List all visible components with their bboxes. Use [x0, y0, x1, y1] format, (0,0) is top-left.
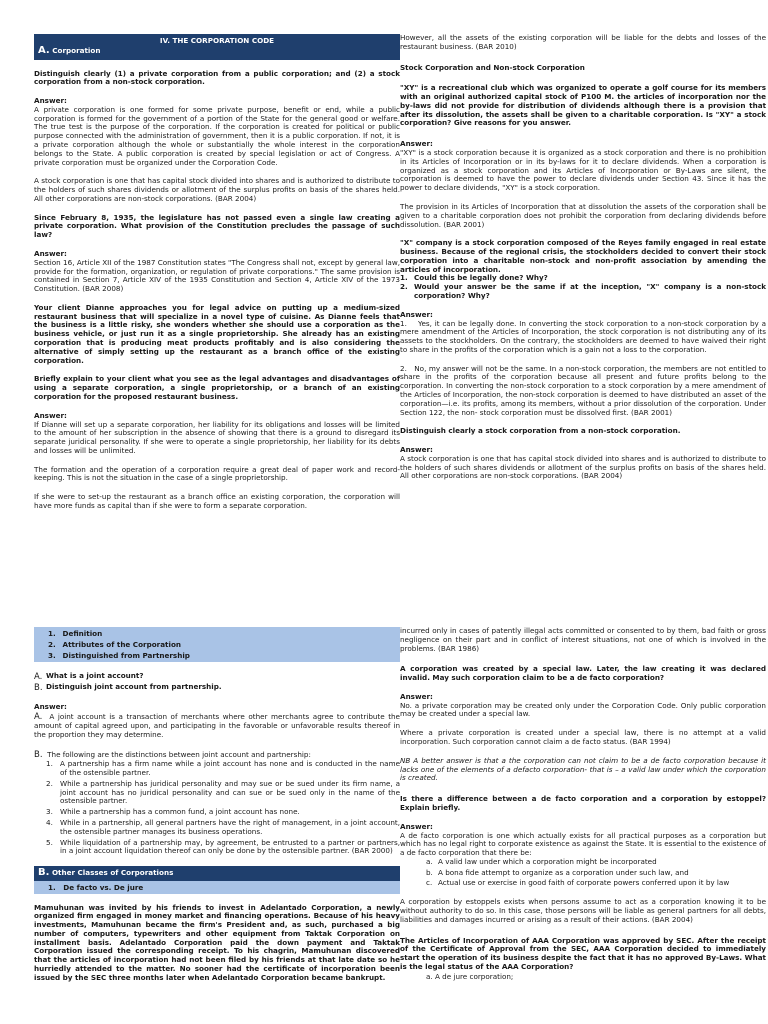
question-text: Your client Dianne approaches you for legal advice on putting up a medium-sized restaurant business that will specialize in a novel type of cuisine. As Dianne feels that the business is a little risky, she wonders whether she should use a corporation as the business vehicle, or just run it as a single proprietorship. She already has an existing corporation that is producing meat products profitably and is also considering the alternative of simply setting up the restaurant as a branch office of the existing corporation.	[34, 302, 400, 365]
list-text: Would your answer be the same if at the inception, "X" company is a non-stock corporation? Why?	[414, 282, 766, 300]
list-text: A bona fide attempt to organize as a corporation under such law, and	[438, 867, 689, 877]
subsection-title: Other Classes of Corporations	[51, 868, 174, 878]
outline-text: Attributes of the Corporation	[62, 640, 181, 650]
answer-text: A corporation by estoppels exists when persons assume to act as a corporation knowing it to be without authority to do so. In this case, those persons will be liable as general partners for all debts, liabilities and damages incurred or arising as a result of their actions. (BAR 2004)	[400, 897, 766, 924]
answer-letter: A.	[34, 711, 43, 722]
answer-text	[400, 320, 766, 355]
answer-body: A joint account is a transaction of merchants where other merchants agree to contribute the amount of capital agreed upon, and participating in the favorable or unfavorable results thereof in the proportion they may determine.	[34, 711, 400, 740]
subsection-title: Corporation	[52, 46, 101, 55]
distinction-list	[34, 760, 400, 856]
cut-off-list-item: a. A de jure corporation;	[426, 971, 514, 981]
answer-text	[400, 365, 766, 418]
answer-text	[34, 712, 400, 740]
answer-label: Answer:	[34, 410, 67, 420]
list-item	[46, 808, 400, 817]
list-number: 5.	[46, 837, 53, 847]
list-letter: c.	[426, 878, 433, 888]
answer-text: A private corporation is one formed for some private purpose, benefit or end, while a public corporation is formed for the government of a portion of the State for the general good or welfare. The true test is the purpose of the corporation. If the corporation is created for political or public purpose connected with the administration of government, then it is a public corporation. If not, it is a private corporation although the whole or substantially the whole interest in the corporation belongs to the State. A public corporation is created by special legislation or act of Congress. A private corporation must be organized under the Corporation Code.	[34, 104, 400, 167]
list-number: 2.	[400, 282, 408, 292]
answer-label: Answer:	[400, 309, 433, 319]
answer-body: The following are the distinctions between joint account and partnership:	[47, 749, 311, 759]
section-title: THE CORPORATION CODE	[172, 36, 275, 45]
list-item	[46, 780, 400, 806]
topic-outline-bar	[34, 627, 400, 662]
outline-item	[48, 650, 396, 661]
list-number: 1.	[46, 759, 53, 769]
list-number: 3.	[46, 807, 53, 817]
subsection-number: 1.	[48, 882, 56, 892]
note-text: NB A better answer is that a the corporation can not claim to be a de facto corporation because it lacks one of the elements of a defacto corporation- that is – a valid law under which the corporation is created.	[400, 755, 766, 783]
answer-body: No, my answer will not be the same. In a non-stock corporation, the members are not entitled to share in the profits of the corporation because all present and future profits belong to the corporation. In converting the non-stock corporation to a stock corporation by a mere amendment of the Articles of Incorporation, the non-stock corporation is deemed to have distributed an asset of the corporation—i.e. its profits, among its members, without a prior dissolution of the corporation. Under Section 122, the non- stock corporation must be dissolved first. (BAR 2001)	[400, 363, 766, 417]
subsection-bar-defacto	[34, 881, 400, 894]
answer-label: Answer:	[34, 249, 67, 258]
question-text: A corporation was created by a special law. Later, the law creating it was declared invalid. May such corporation claim to be a de facto corporation?	[400, 664, 766, 683]
answer-text: incurred only in cases of patently illegal acts committed or consented to by them, bad faith or gross negligence on their part and in conflict of interest situations, not one of which is involved in the problems. (BAR 1986)	[400, 626, 766, 653]
outline-number: 2.	[48, 640, 56, 650]
list-item	[46, 819, 400, 837]
outline-number: 3.	[48, 651, 56, 661]
subsection-title: De facto vs. De jure	[63, 882, 144, 892]
subsection-letter: A.	[38, 45, 50, 56]
outline-text: Distinguished from Partnership	[62, 651, 190, 661]
list-item	[426, 858, 766, 867]
section-header-other-classes	[34, 866, 400, 881]
section-header-corporation-code	[34, 34, 400, 60]
answer-text: The formation and the operation of a corporation require a great deal of paper work and record-keeping. This is not the situation in the case of a single proprietorship.	[34, 464, 400, 483]
question-text: Mamuhunan was invited by his friends to invest in Adelantado Corporation, a newly organized firm engaged in money market and financing operations. Because of his heavy investments, Mamuhunan became the firm's President and, as such, purchased a big number of computers, typewriters and other equipment from Taktak Corporation on installment basis. Adelantado Corporation paid the down payment and Taktak Corporation issued the corresponding receipt. To his chagrin, Mamuhunan discovered that the articles of incorporation had not been filed by his friends at that late date so he hurriedly attended to the matter. No sooner had the certificate of incorporation been issued by the SEC three months later when Adelantado Corporation became bankrupt.	[34, 902, 400, 982]
list-text: While a partnership has a common fund, a joint account has none.	[60, 807, 300, 817]
bottom-right-column	[400, 627, 766, 981]
list-text: Could this be legally done? Why?	[414, 273, 548, 283]
list-letter: B.	[34, 682, 43, 693]
list-item	[400, 283, 766, 301]
answer-label: Answer:	[34, 96, 67, 106]
bottom-left-column	[34, 627, 400, 983]
top-right-column	[400, 34, 766, 481]
answer-text: No. a private corporation may be created only under the Corporation Code. Only public corporation may be created under a special law.	[400, 700, 766, 719]
list-text: Actual use or exercise in good faith of corporate powers conferred upon it by law	[438, 878, 730, 888]
list-item	[426, 879, 766, 888]
answer-text: A stock corporation is one that has capital stock divided into shares and is authorized to distribute to the holders of such shares dividends or allotment of the surplus profits on basis of the shares held. All other corporations are non-stock corporations. (BAR 2004)	[34, 176, 400, 203]
answer-text: However, all the assets of the existing corporation will be liable for the debts and losses of the restaurant business. (BAR 2010)	[400, 33, 766, 51]
question-text: The Articles of Incorporation of AAA Corporation was approved by SEC. After the receipt of the Certificate of Approval from the SEC, AAA Corporation decided to immediately start the operation of its business despite the fact that it has no approved By-Laws. What is the legal status of the AAA Corporation?	[400, 935, 766, 971]
question-text: Briefly explain to your client what you see as the legal advantages and disadvantages of using a separate corporation, a single proprietorship, or a branch of an existing corporation for the proposed restaurant business.	[34, 374, 400, 401]
answer-text: If Dianne will set up a separate corporation, her liability for its obligations and losses will be limited to the amount of her subscription in the absence of showing that there is a ground to disregard its separate juridical personality. If she were to operate a single proprietorship, her liability for its debts and losses will be unlimited.	[34, 419, 400, 455]
answer-label: Answer:	[400, 139, 433, 149]
list-text: While liquidation of a partnership may, by agreement, be entrusted to a partner or partners, in a joint account liquidation thereof can only be done by the ostensible partner. (BAR 2000)	[60, 837, 400, 856]
answer-text: "XY" is a stock corporation because it is organized as a stock corporation and there is no prohibition in its Articles of Incorporation or in its by-laws for it to declare dividends. When a corporation is organized as a stock corporation and its Articles of Incorporation or By-Laws are silent, the corporation is deemed to have the power to declare dividends under Section 43. Since it has the power to declare dividends, "XY" is a stock corporation.	[400, 148, 766, 193]
answer-text: A stock corporation is one that has capital stock divided into shares and is authorized to distribute to the holders of such shares dividends or allotment of the surplus profits on basis of the shares held. All other corporations are non-stock corporations. (BAR 2004)	[400, 453, 766, 481]
subsection-letter: B.	[38, 867, 50, 879]
list-number: 2.	[46, 778, 53, 788]
section-roman-numeral: IV.	[159, 36, 170, 45]
list-text: Distinguish joint account from partnership.	[46, 681, 222, 691]
list-item	[34, 683, 400, 693]
question-text: "XY" is a recreational club which was organized to operate a golf course for its members with an original authorized capital stock of P100 M. the articles of incorporation nor the by-laws did not provide for distribution of dividends although there is a provision that after its dissolution, the assets shall be given to a charitable corporation. Is "XY" a stock corporation? Give reasons for you answer.	[400, 83, 766, 128]
answer-letter: B.	[34, 749, 43, 760]
question-text: Distinguish clearly a stock corporation from a non-stock corporation.	[400, 426, 681, 436]
outline-text: Definition	[62, 629, 103, 638]
list-item	[46, 760, 400, 778]
list-text: While a partnership has juridical personality and may sue or be sued under its firm name, a joint account has no juridical personality and can sue or be sued only in the name of the ostensible partner.	[60, 778, 400, 806]
answer-label: Answer:	[400, 445, 433, 455]
answer-label: Answer:	[400, 691, 433, 701]
question-text: "X" company is a stock corporation composed of the Reyes family engaged in real estate business. Because of the regional crisis, the stockholders decided to convert their stock corporation into a charitable non-stock and non-profit association by amending the articles of incorporation.	[400, 238, 766, 274]
answer-text: A de facto corporation is one which actually exists for all practical purposes as a corporation but which has no legal right to corporate existence as against the State. It is essential to the existence of a de facto corporation that there be:	[400, 830, 766, 858]
answer-text: The provision in its Articles of Incorporation that at dissolution the assets of the corporation shall be given to a charitable corporation does not prohibit the corporation from declaring dividends before dissolution. (BAR 2001)	[400, 201, 766, 229]
answer-body: Yes, it can be legally done. In converting the stock corporation to a non-stock corporation by a mere amendment of the Articles of Incorporation, the stock corporation is not distributing any of its assets to the stockholders. On the contrary, the stockholders are deemed to have waived their right to share in the profits of the corporation which is a gain not a loss to the corporation.	[400, 318, 767, 354]
list-item	[46, 839, 400, 857]
answer-label: Answer:	[34, 702, 67, 712]
list-text: While in a partnership, all general partners have the right of management, in a joint account, the ostensible partner manages its business operations.	[60, 817, 400, 836]
answer-text: If she were to set-up the restaurant as a branch office an existing corporation, the corporation will have more funds as capital than if she were to form a separate corporation.	[34, 492, 400, 510]
outline-item	[48, 639, 396, 650]
list-number: 1.	[400, 273, 408, 283]
answer-number: 2.	[400, 363, 407, 373]
answer-label: Answer:	[400, 821, 433, 831]
question-list	[34, 672, 400, 693]
question-text: Distinguish clearly (1) a private corporation from a public corporation; and (2) a stock corporation from a non-stock corporation.	[34, 68, 400, 87]
topic-heading: Stock Corporation and Non-stock Corporation	[400, 62, 585, 72]
question-list	[400, 274, 766, 300]
question-text: Is there a difference between a de facto corporation and a corporation by estoppel? Explain briefly.	[400, 794, 766, 812]
list-text: A valid law under which a corporation might be incorporated	[438, 856, 657, 866]
outline-item	[48, 628, 396, 639]
list-item	[426, 869, 766, 878]
list-letter: a.	[426, 856, 433, 866]
answer-text: Where a private corporation is created under a special law, there is no attempt at a valid incorporation. Such corporation cannot claim a de facto status. (BAR 1994)	[400, 728, 766, 747]
element-list	[400, 858, 766, 888]
outline-number: 1.	[48, 629, 56, 638]
list-number: 4.	[46, 817, 53, 827]
answer-text: Section 16, Article XII of the 1987 Constitution states "The Congress shall not, except by general law, provide for the formation, organization, or regulation of private corporations." The same provision is contained in Section 7, Article XIV of the 1935 Constitution and Section 4, Article XIV of the 1973 Constitution. (BAR 2008)	[34, 257, 400, 294]
list-text: A partnership has a firm name while a joint account has none and is conducted in the name of the ostensible partner.	[60, 759, 400, 778]
list-text: What is a joint account?	[46, 671, 144, 681]
answer-number: 1.	[400, 318, 407, 328]
list-letter: b.	[426, 867, 433, 877]
top-left-column	[34, 34, 400, 511]
list-letter: A.	[34, 672, 43, 683]
question-text: Since February 8, 1935, the legislature has not passed even a single law creating a private corporation. What provision of the Constitution precludes the passage of such law?	[34, 212, 400, 240]
